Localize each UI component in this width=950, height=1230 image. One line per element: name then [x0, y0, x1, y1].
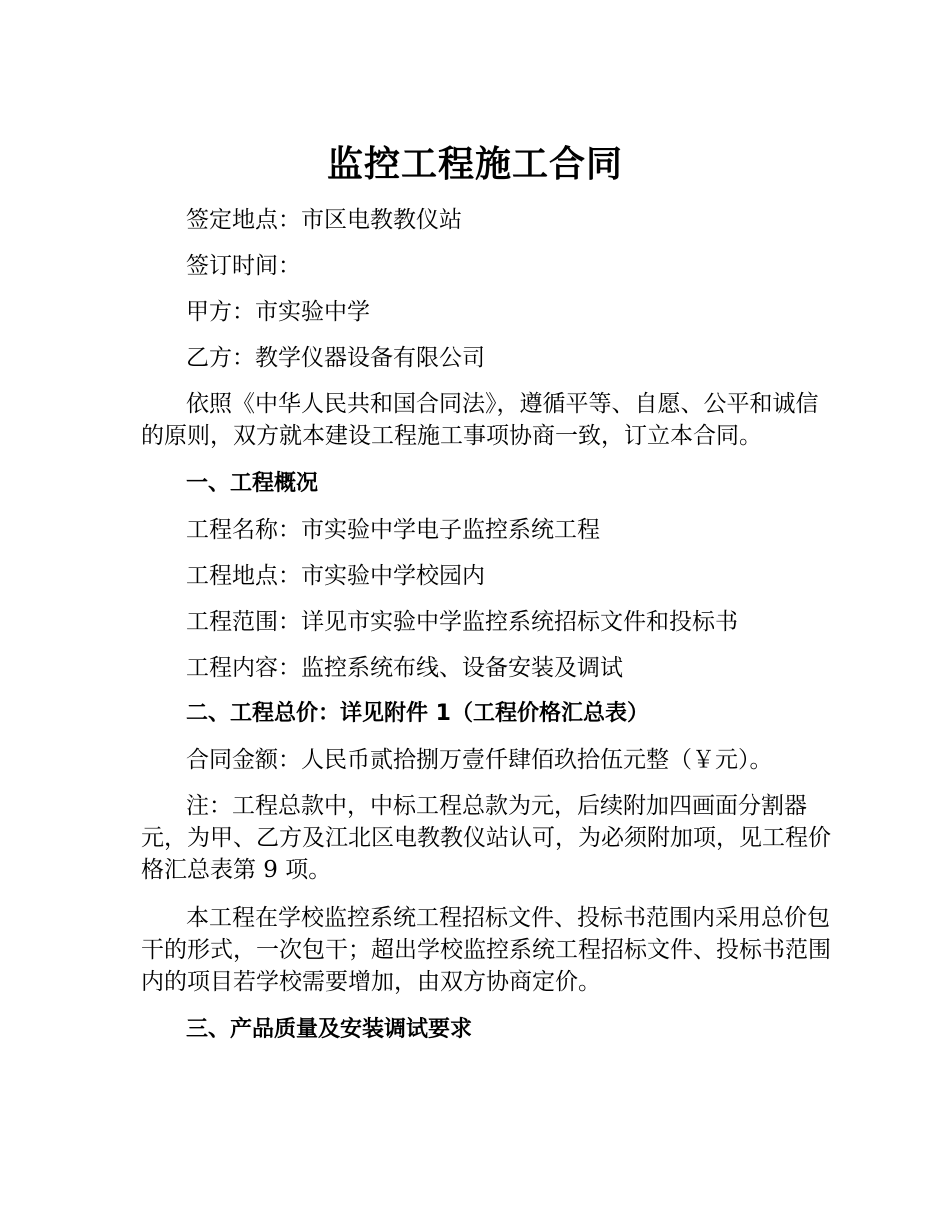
preamble-paragraph: 依照《中华人民共和国合同法》，遵循平等、自愿、公平和诚信的原则，双方就本建设工程施工事项协商一致，订立本合同。: [141, 391, 819, 449]
lump-sum-terms: 本工程在学校监控系统工程招标文件、投标书范围内采用总价包干的形式，一次包干；超出学校监控系统工程招标文件、投标书范围内的项目若学校需要增加，由双方协商定价。: [141, 905, 831, 995]
project-location: 工程地点：市实验中学校园内: [186, 563, 485, 589]
section-1-heading: 一、工程概况: [186, 471, 319, 496]
price-note: 注：工程总款中，中标工程总款为元，后续附加四画面分割器元，为甲、乙方及江北区电教教仪站认可，为必须附加项，见工程价格汇总表第 9 项。: [141, 793, 831, 883]
document-title: 监控工程施工合同: [326, 144, 623, 186]
party-a: 甲方：市实验中学: [186, 299, 370, 325]
section-3-heading: 三、产品质量及安装调试要求: [186, 1017, 473, 1042]
project-content: 工程内容：监控系统布线、设备安装及调试: [186, 655, 623, 681]
document-body: [141, 204, 831, 1060]
project-scope: 工程范围：详见市实验中学监控系统招标文件和投标书: [186, 609, 738, 635]
signing-place: 签定地点：市区电教教仪站: [186, 207, 462, 233]
signing-time: 签订时间：: [186, 253, 301, 279]
project-name: 工程名称：市实验中学电子监控系统工程: [186, 517, 600, 543]
party-b: 乙方：教学仪器设备有限公司: [186, 345, 485, 371]
contract-amount: 合同金额：人民币贰拾捌万壹仟肆佰玖拾伍元整（￥元）。: [186, 747, 773, 773]
section-2-heading: 二、工程总价：详见附件 1（工程价格汇总表）: [186, 701, 649, 726]
